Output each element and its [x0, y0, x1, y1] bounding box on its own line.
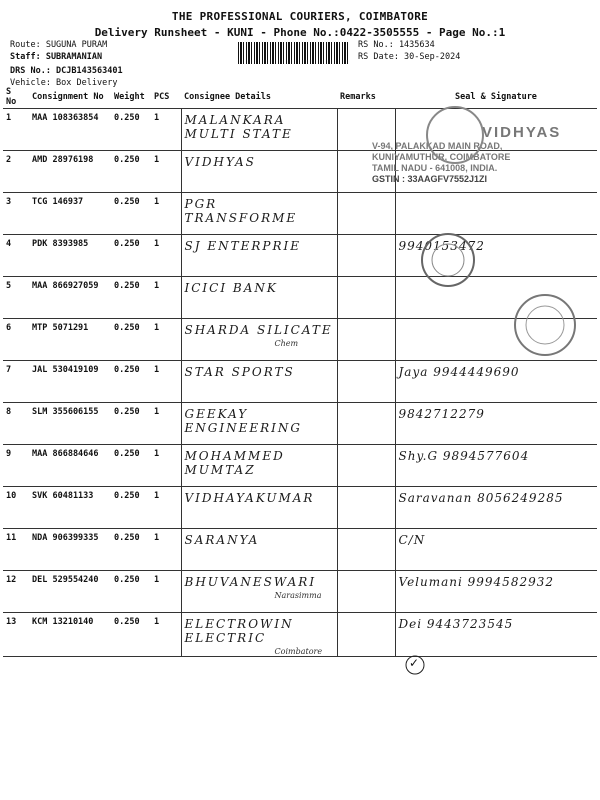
row-signature — [395, 571, 597, 613]
consignee-handwriting: VIDHAYAKUMAR — [184, 491, 315, 505]
row-remarks — [337, 445, 395, 487]
row-consignee — [181, 571, 337, 613]
row-consignee — [181, 151, 337, 193]
row-weight: 0.250 — [111, 277, 151, 319]
row-consignment: SLM 355606155 — [29, 403, 111, 445]
bank-round-stamp — [418, 230, 478, 290]
check-mark: ✓ — [404, 654, 426, 679]
row-weight: 0.250 — [111, 571, 151, 613]
rs-number: RS No.: 1435634 — [358, 40, 435, 50]
row-signature — [395, 403, 597, 445]
row-consignment: MAA 866927059 — [29, 277, 111, 319]
row-remarks — [337, 193, 395, 235]
signature-handwriting: Velumani 9994582932 — [398, 575, 554, 589]
signature-handwriting: 9940153472 — [398, 239, 485, 253]
runsheet-title: Delivery Runsheet - KUNI - Phone No.:0422-3505555 - Page No.:1 — [94, 26, 506, 39]
row-consignment: SVK 60481133 — [29, 487, 111, 529]
row-consignment: NDA 906399335 — [29, 529, 111, 571]
consignee-handwriting: SJ ENTERPRIE — [184, 239, 302, 253]
row-consignee — [181, 361, 337, 403]
row-weight: 0.250 — [111, 193, 151, 235]
row-pcs: 1 — [151, 277, 181, 319]
col-sno: S No — [3, 86, 29, 109]
row-pcs: 1 — [151, 487, 181, 529]
signature-handwriting: Dei 9443723545 — [398, 617, 514, 631]
barcode — [238, 42, 350, 64]
consignee-handwriting: SHARDA SILICATE — [184, 323, 333, 337]
row-pcs: 1 — [151, 361, 181, 403]
header-right-meta — [358, 39, 460, 63]
row-pcs: 1 — [151, 193, 181, 235]
row-pcs: 1 — [151, 109, 181, 151]
row-pcs: 1 — [151, 445, 181, 487]
row-sno: 3 — [3, 193, 29, 235]
col-pcs: PCS — [151, 86, 181, 109]
consignee-note: Coimbatore — [274, 647, 323, 656]
header-left-meta — [10, 39, 123, 89]
consignee-handwriting: VIDHYAS — [184, 155, 256, 169]
consignee-handwriting: ELECTROWIN ELECTRIC — [184, 617, 294, 645]
row-weight: 0.250 — [111, 235, 151, 277]
table-row — [3, 571, 597, 613]
row-consignee — [181, 613, 337, 657]
row-pcs: 1 — [151, 529, 181, 571]
row-consignment: PDK 8393985 — [29, 235, 111, 277]
row-consignment: MTP 5071291 — [29, 319, 111, 361]
row-consignment: TCG 146937 — [29, 193, 111, 235]
row-weight: 0.250 — [111, 445, 151, 487]
table-row — [3, 277, 597, 319]
table-row — [3, 529, 597, 571]
row-remarks — [337, 403, 395, 445]
consignee-handwriting: MALANKARA MULTI STATE — [184, 113, 293, 141]
row-consignee — [181, 403, 337, 445]
route: Route: SUGUNA PURAM — [10, 40, 108, 50]
row-remarks — [337, 235, 395, 277]
row-consignee — [181, 277, 337, 319]
signature-handwriting: C/N — [398, 533, 426, 547]
row-remarks — [337, 613, 395, 657]
row-consignee — [181, 109, 337, 151]
row-signature — [395, 445, 597, 487]
consignee-handwriting: PGR TRANSFORME — [184, 197, 298, 225]
row-remarks — [337, 529, 395, 571]
consignee-handwriting: GEEKAY ENGINEERING — [184, 407, 302, 435]
consignee-handwriting: STAR SPORTS — [184, 365, 295, 379]
row-sno: 12 — [3, 571, 29, 613]
table-row — [3, 193, 597, 235]
stamp-address-3: TAMIL NADU - 641008, INDIA. — [372, 163, 498, 173]
row-signature — [395, 361, 597, 403]
company-name: THE PROFESSIONAL COURIERS, COIMBATORE — [171, 10, 429, 23]
stamp-address-2: KUNIYAMUTHUR, COIMBATORE — [372, 152, 511, 162]
row-consignment: MAA 108363854 — [29, 109, 111, 151]
row-sno: 5 — [3, 277, 29, 319]
signature-handwriting: 9842712279 — [398, 407, 485, 421]
staff: Staff: SUBRAMANIAN — [10, 52, 103, 62]
row-weight: 0.250 — [111, 319, 151, 361]
table-row — [3, 235, 597, 277]
row-consignee — [181, 487, 337, 529]
row-consignment: KCM 13210140 — [29, 613, 111, 657]
col-consignment: Consignment No — [29, 86, 111, 109]
col-signature: Seal & Signature — [395, 86, 597, 109]
row-sno: 13 — [3, 613, 29, 657]
row-sno: 8 — [3, 403, 29, 445]
row-remarks — [337, 361, 395, 403]
row-sno: 2 — [3, 151, 29, 193]
consignee-handwriting: BHUVANESWARI — [184, 575, 317, 589]
row-consignment: JAL 530419109 — [29, 361, 111, 403]
drs-number: DRS No.: DCJB143563401 — [10, 66, 123, 76]
row-sno: 7 — [3, 361, 29, 403]
top-round-stamp — [420, 100, 490, 170]
row-weight: 0.250 — [111, 109, 151, 151]
row-sno: 6 — [3, 319, 29, 361]
row-remarks — [337, 571, 395, 613]
signature-handwriting: Saravanan 8056249285 — [398, 491, 564, 505]
row-consignment: AMD 28976198 — [29, 151, 111, 193]
row-signature — [395, 529, 597, 571]
row-consignment: DEL 529554240 — [29, 571, 111, 613]
row-weight: 0.250 — [111, 361, 151, 403]
row-weight: 0.250 — [111, 529, 151, 571]
table-row — [3, 613, 597, 657]
rs-date: RS Date: 30-Sep-2024 — [358, 52, 461, 62]
vehicle: Vehicle: Box Delivery — [10, 78, 118, 88]
row-pcs: 1 — [151, 403, 181, 445]
consignee-handwriting: SARANYA — [184, 533, 260, 547]
table-row — [3, 319, 597, 361]
row-consignment: MAA 866884646 — [29, 445, 111, 487]
row-consignee — [181, 529, 337, 571]
row-pcs: 1 — [151, 571, 181, 613]
signature-handwriting: Jaya 9944449690 — [398, 365, 520, 379]
row-weight: 0.250 — [111, 487, 151, 529]
row-weight: 0.250 — [111, 613, 151, 657]
stamp-gstin: GSTIN : 33AAGFV7552J1ZI — [372, 174, 488, 184]
row-sno: 11 — [3, 529, 29, 571]
row-sno: 4 — [3, 235, 29, 277]
row-pcs: 1 — [151, 151, 181, 193]
row-consignee — [181, 319, 337, 361]
table-row — [3, 403, 597, 445]
sharda-round-stamp — [510, 290, 580, 360]
row-consignee — [181, 445, 337, 487]
signature-handwriting: Shy.G 9894577604 — [398, 449, 530, 463]
row-weight: 0.250 — [111, 151, 151, 193]
col-consignee: Consignee Details — [181, 86, 337, 109]
row-remarks — [337, 277, 395, 319]
table-row — [3, 445, 597, 487]
table-row — [3, 487, 597, 529]
row-consignee — [181, 235, 337, 277]
table-header — [3, 86, 597, 109]
col-weight: Weight — [111, 86, 151, 109]
row-remarks — [337, 487, 395, 529]
consignee-handwriting: MOHAMMED MUMTAZ — [184, 449, 285, 477]
row-signature — [395, 613, 597, 657]
row-sno: 9 — [3, 445, 29, 487]
col-remarks: Remarks — [337, 86, 395, 109]
consignee-note: Narasimma — [274, 591, 322, 600]
stamp-name: VIDHYAS — [482, 124, 562, 141]
table-row — [3, 361, 597, 403]
row-weight: 0.250 — [111, 403, 151, 445]
row-pcs: 1 — [151, 235, 181, 277]
row-consignee — [181, 193, 337, 235]
row-sno: 1 — [3, 109, 29, 151]
stamp-address-1: V-94, PALAKKAD MAIN ROAD, — [372, 141, 503, 151]
consignee-note: Chem — [274, 339, 299, 348]
row-sno: 10 — [3, 487, 29, 529]
consignee-handwriting: ICICI BANK — [184, 281, 278, 295]
row-signature — [395, 487, 597, 529]
row-remarks — [337, 319, 395, 361]
row-pcs: 1 — [151, 613, 181, 657]
row-pcs: 1 — [151, 319, 181, 361]
row-signature — [395, 193, 597, 235]
